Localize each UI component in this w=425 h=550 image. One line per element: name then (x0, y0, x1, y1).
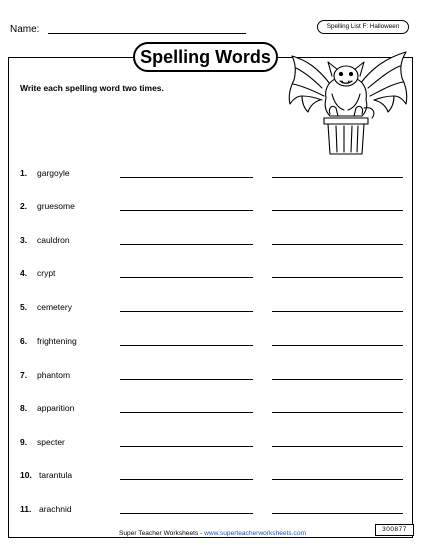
word-number: 2. (20, 201, 28, 211)
spelling-word: gruesome (37, 201, 75, 211)
list-item (0, 403, 425, 417)
word-number: 10. (20, 470, 32, 480)
writing-line-2[interactable] (272, 412, 403, 413)
writing-line-1[interactable] (120, 244, 253, 245)
word-number: 4. (20, 268, 28, 278)
writing-line-2[interactable] (272, 210, 403, 211)
word-number: 5. (20, 302, 28, 312)
word-number: 8. (20, 403, 28, 413)
writing-line-1[interactable] (120, 177, 253, 178)
writing-line-1[interactable] (120, 513, 253, 514)
spelling-word: tarantula (39, 470, 73, 480)
list-item (0, 302, 425, 316)
writing-line-2[interactable] (272, 446, 403, 447)
footer-url-link[interactable]: www.superteacherworksheets.com (204, 530, 307, 537)
writing-line-2[interactable] (272, 379, 403, 380)
writing-line-2[interactable] (272, 244, 403, 245)
writing-line-1[interactable] (120, 379, 253, 380)
list-tag: Spelling List F: Halloween (317, 20, 409, 34)
spelling-word: cemetery (37, 302, 72, 312)
writing-line-1[interactable] (120, 479, 253, 480)
worksheet-code: 300877 (375, 524, 414, 536)
writing-line-1[interactable] (120, 446, 253, 447)
list-item (0, 201, 425, 215)
writing-line-1[interactable] (120, 277, 253, 278)
gargoyle-icon (282, 38, 412, 158)
list-item (0, 336, 425, 350)
list-item (0, 268, 425, 282)
spelling-word: specter (37, 437, 65, 447)
writing-line-2[interactable] (272, 311, 403, 312)
writing-line-2[interactable] (272, 513, 403, 514)
word-number: 7. (20, 370, 28, 380)
writing-line-1[interactable] (120, 412, 253, 413)
list-item (0, 470, 425, 484)
spelling-word: phantom (37, 370, 71, 380)
list-item (0, 504, 425, 518)
page-title: Spelling Words (133, 42, 278, 72)
writing-line-2[interactable] (272, 479, 403, 480)
writing-line-2[interactable] (272, 177, 403, 178)
writing-line-1[interactable] (120, 311, 253, 312)
word-number: 6. (20, 336, 28, 346)
list-item (0, 235, 425, 249)
spelling-word: cauldron (37, 235, 70, 245)
spelling-word: crypt (37, 268, 56, 278)
footer-brand: Super Teacher Worksheets (118, 530, 199, 537)
list-item (0, 370, 425, 384)
writing-line-2[interactable] (272, 277, 403, 278)
instructions: Write each spelling word two times. (20, 83, 164, 93)
list-item (0, 437, 425, 451)
spelling-word: apparition (37, 403, 75, 413)
word-number: 9. (20, 437, 28, 447)
writing-line-1[interactable] (120, 210, 253, 211)
word-number: 1. (20, 168, 28, 178)
list-item (0, 168, 425, 182)
spelling-word: arachnid (39, 504, 72, 514)
writing-line-2[interactable] (272, 345, 403, 346)
word-number: 3. (20, 235, 28, 245)
name-line (48, 33, 246, 34)
writing-line-1[interactable] (120, 345, 253, 346)
footer (0, 530, 425, 537)
word-number: 11. (20, 504, 32, 514)
footer-separator: - (198, 530, 205, 537)
spelling-word: gargoyle (37, 168, 70, 178)
spelling-word: frightening (37, 336, 77, 346)
name-label: Name: (10, 24, 40, 35)
